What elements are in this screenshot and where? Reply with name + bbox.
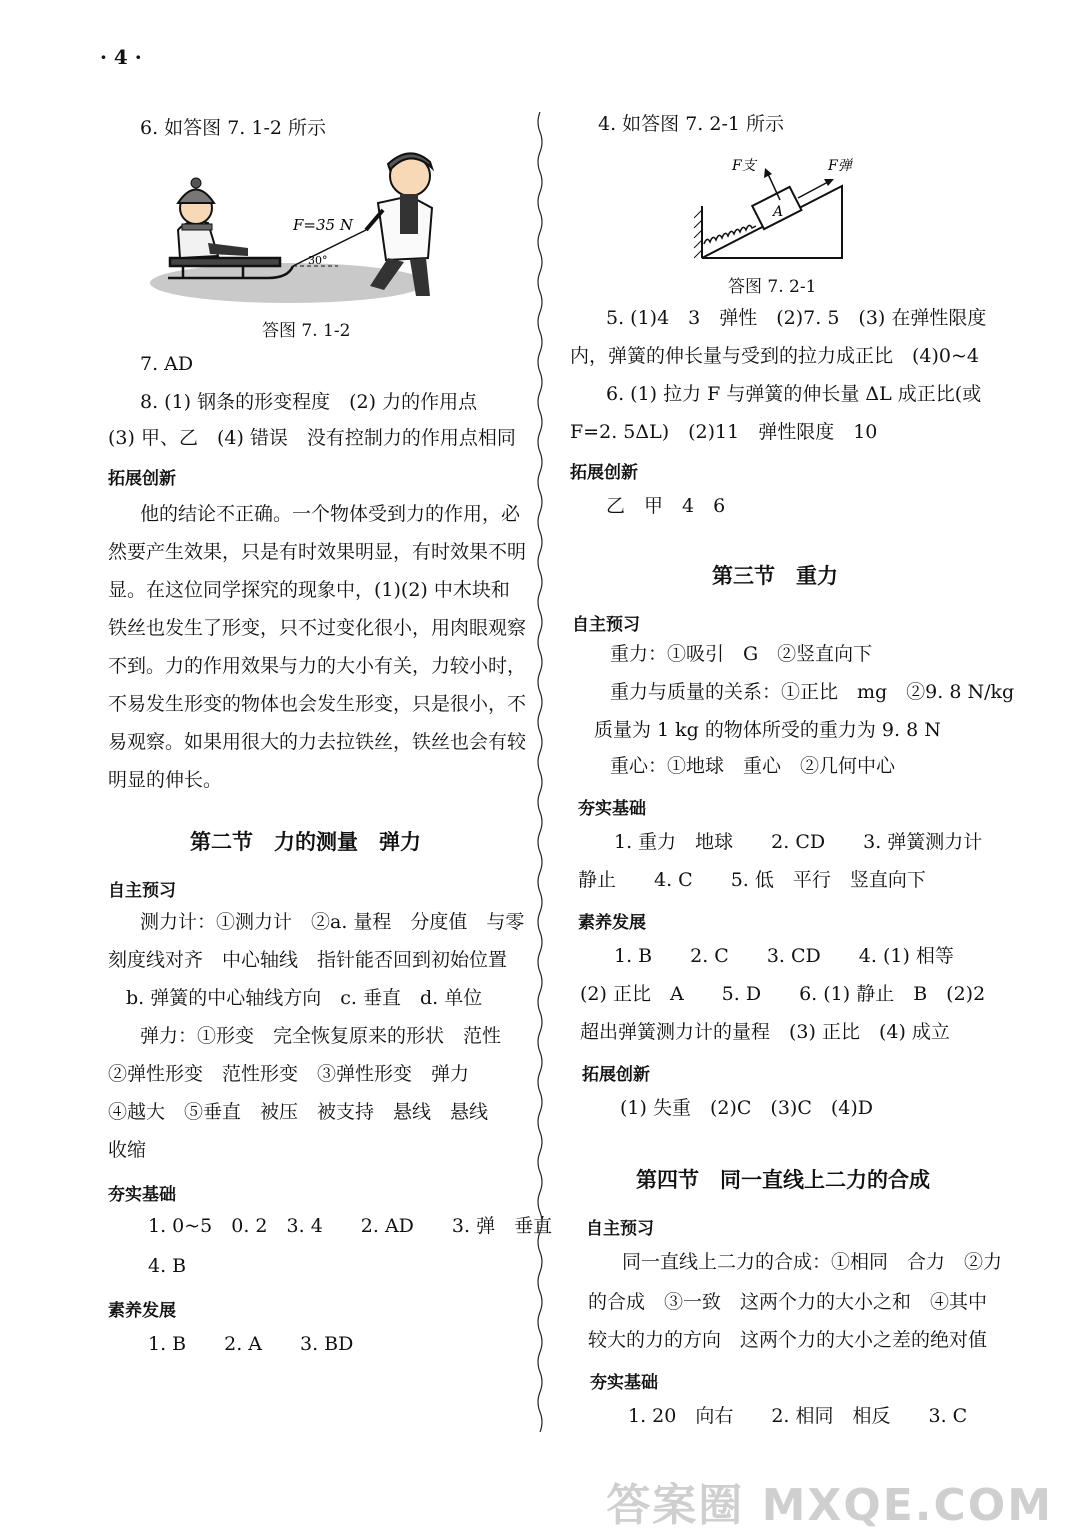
s2-line: b. 弹簧的中心轴线方向 c. 垂直 d. 单位 (126, 987, 483, 1009)
question-4: 4. 如答图 7. 2-1 所示 (598, 113, 785, 135)
section-2-title: 第二节 力的测量 弹力 (190, 830, 421, 854)
section-4-title: 第四节 同一直线上二力的合成 (636, 1168, 930, 1192)
s2-line: 收缩 (108, 1139, 147, 1161)
figure-caption-7-1-2: 答图 7. 1-2 (262, 321, 351, 341)
suyang3-line: 1. B 2. C 3. CD 4. (1) 相等 (614, 945, 954, 967)
watermark-logo: 答案圈 MXQE.COM (606, 1480, 1053, 1531)
heading-zizhu-3: 自主预习 (572, 615, 640, 635)
duoshi-line: 1. 0~5 0. 2 3. 4 2. AD 3. 弹 垂直 (148, 1215, 553, 1237)
rope (293, 230, 366, 266)
heading-duoshi-4: 夯实基础 (590, 1373, 658, 1393)
heading-tuozhan-3: 拓展创新 (582, 1065, 650, 1085)
arrowhead-fzhi (764, 168, 772, 178)
s4-line: 的合成 ③一致 这两个力的大小之和 ④其中 (588, 1291, 988, 1313)
heading-zizhu-4: 自主预习 (586, 1219, 654, 1239)
heading-duoshi-3: 夯实基础 (578, 799, 646, 819)
heading-duoshi: 夯实基础 (108, 1185, 176, 1205)
question-6: 6. 如答图 7. 1-2 所示 (140, 117, 327, 139)
question-6-line2: F=2. 5ΔL) (2)11 弹性限度 10 (570, 421, 878, 443)
section-3-title: 第三节 重力 (712, 564, 838, 588)
force-label: F=35 N (293, 216, 353, 234)
s3-line: 重力与质量的关系：①正比 mg ②9. 8 N/kg (610, 681, 1015, 703)
para-line: 不到。力的作用效果与力的大小有关，力较小时， (108, 655, 527, 677)
s2-line: 刻度线对齐 中心轴线 指针能否回到初始位置 (108, 949, 508, 971)
duoshi4-line: 1. 20 向右 2. 相同 相反 3. C (628, 1405, 968, 1427)
figure-caption-7-2-1: 答图 7. 2-1 (728, 277, 817, 297)
question-8-line1: 8. (1) 钢条的形变程度 (2) 力的作用点 (140, 391, 478, 413)
para-line: 显。在这位同学探究的现象中，(1)(2) 中木块和 (108, 579, 510, 601)
s3-line: 质量为 1 kg 的物体所受的重力为 9. 8 N (594, 719, 941, 741)
heading-tuozhan: 拓展创新 (108, 469, 176, 489)
sled-illustration (148, 148, 438, 308)
wall-hatching (694, 210, 702, 258)
s2-line: ④越大 ⑤垂直 被压 被支持 悬线 悬线 (108, 1101, 489, 1123)
duoshi3-line: 1. 重力 地球 2. CD 3. 弹簧测力计 (614, 831, 983, 853)
question-5-line2: 内，弹簧的伸长量与受到的拉力成正比 (4)0~4 (570, 345, 980, 367)
tuozhan3-line: (1) 失重 (2)C (3)C (4)D (620, 1097, 874, 1119)
s2-line: ②弹性形变 范性形变 ③弹性形变 弹力 (108, 1063, 470, 1085)
question-5-line1: 5. (1)4 3 弹性 (2)7. 5 (3) 在弹性限度 (606, 307, 987, 329)
question-6-line1: 6. (1) 拉力 F 与弹簧的伸长量 ΔL 成正比(或 (606, 383, 982, 405)
duoshi-line: 4. B (148, 1255, 187, 1277)
heading-suyang: 素养发展 (108, 1301, 176, 1321)
s3-line: 重力：①吸引 G ②竖直向下 (610, 643, 873, 665)
watermark (606, 1482, 1053, 1530)
incline-spring-diagram (680, 148, 855, 266)
suyang3-line: 超出弹簧测力计的量程 (3) 正比 (4) 成立 (580, 1021, 950, 1043)
para-line: 他的结论不正确。一个物体受到力的作用，必 (140, 503, 521, 525)
label-fzhi: F支 (732, 158, 756, 174)
page-number: · 4 · (100, 45, 142, 69)
label-ftan: F弹 (828, 158, 852, 174)
para-line: 铁丝也发生了形变，只不过变化很小，用肉眼观察 (108, 617, 527, 639)
s3-line: 重心：①地球 重心 ②几何中心 (610, 755, 896, 777)
para-line: 然要产生效果，只是有时效果明显，有时效果不明 (108, 541, 527, 563)
block-label: A (773, 204, 784, 220)
s2-line: 弹力：①形变 完全恢复原来的形状 范性 (140, 1025, 502, 1047)
heading-suyang-3: 素养发展 (578, 913, 646, 933)
heading-tuozhan-right: 拓展创新 (570, 463, 638, 483)
suyang-line: 1. B 2. A 3. BD (148, 1333, 354, 1355)
duoshi3-line: 静止 4. C 5. 低 平行 竖直向下 (578, 869, 926, 891)
column-divider (536, 112, 544, 1432)
suyang3-line: (2) 正比 A 5. D 6. (1) 静止 B (2)2 (580, 983, 986, 1005)
child-on-sled (178, 178, 248, 258)
angle-label: 30° (308, 254, 328, 267)
s4-line: 较大的力的方向 这两个力的大小之差的绝对值 (588, 1329, 988, 1351)
question-8-line2: (3) 甲、乙 (4) 错误 没有控制力的作用点相同 (108, 427, 516, 449)
s2-line: 测力计：①测力计 ②a. 量程 分度值 与零 (140, 911, 525, 933)
para-line: 易观察。如果用很大的力去拉铁丝，铁丝也会有较 (108, 731, 527, 753)
s4-line: 同一直线上二力的合成：①相同 合力 ②力 (622, 1251, 1003, 1273)
para-line: 不易发生形变的物体也会发生形变，只是很小，不 (108, 693, 527, 715)
heading-zizhu: 自主预习 (108, 881, 176, 901)
question-7: 7. AD (140, 353, 194, 375)
para-line: 明显的伸长。 (108, 769, 223, 791)
tuozhan-line: 乙 甲 4 6 (606, 495, 726, 517)
